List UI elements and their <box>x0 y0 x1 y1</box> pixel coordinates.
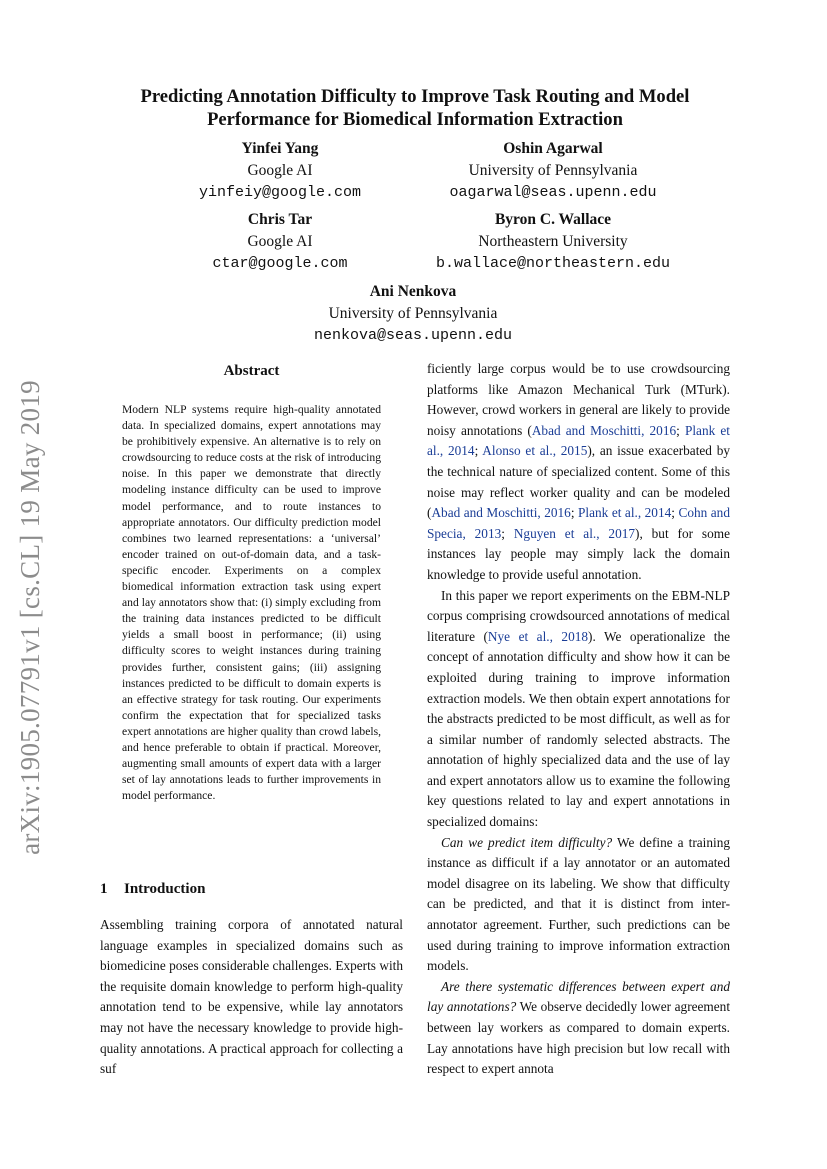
author-name: Ani Nenkova <box>369 283 457 300</box>
paragraph-crowdsourcing <box>427 359 730 586</box>
text-run: We observe decidedly lower agreement between lay workers as compared to domain experts. Lay annotations have high precision but low recall with respect to expert annota <box>427 999 731 1077</box>
author-affiliation: University of Pennsylvania <box>468 162 638 179</box>
text-run: ; <box>474 443 483 459</box>
citation-link[interactable]: Plank et al., 2014 <box>427 422 730 459</box>
citation-link[interactable]: Nguyen et al., 2017 <box>513 525 636 541</box>
author-name: Yinfei Yang <box>241 140 319 157</box>
abstract-body <box>122 402 381 804</box>
text-run: ; <box>671 505 679 521</box>
author-email[interactable]: ctar@google.com <box>212 255 348 272</box>
text-run: ficiently large corpus would be to use crowdsourcing platforms like Amazon Mechanical Turk (MTurk). However, crowd workers in general are likely to provide noisy annotations ( <box>427 361 730 438</box>
right-column <box>427 359 730 1080</box>
author-affiliation: Google AI <box>247 162 313 179</box>
author-email[interactable]: b.wallace@northeastern.edu <box>435 255 671 272</box>
section-title: Introduction <box>124 881 206 897</box>
text-run: We define a training instance as difficult if a lay annotator or an automated model disagree on its labeling. We show that difficulty can be predicted, and that it is distinct from inter-annotator agreement. Further, such predictions can be used during training to improve information extraction models. <box>427 834 730 974</box>
text-run: ), but for some instances lay people may simply lack the domain knowledge to provide useful annotation. <box>427 525 730 582</box>
section-heading-introduction <box>100 881 205 898</box>
text-run: ; <box>676 422 685 438</box>
author-block <box>263 281 563 347</box>
text-run: ; <box>570 505 579 521</box>
arxiv-sidebar-stamp <box>8 355 52 880</box>
text-run: ; <box>501 525 514 541</box>
author-block <box>130 209 430 275</box>
citation-link[interactable]: Abad and Moschitti, 2016 <box>531 422 677 438</box>
author-block <box>403 138 703 204</box>
paragraph-question-difficulty <box>427 833 730 977</box>
author-block <box>403 209 703 275</box>
research-question: Are there systematic differences between expert and lay annotations? <box>427 978 730 1015</box>
title-line-1: Predicting Annotation Difficulty to Improve Task Routing and Model <box>140 86 690 107</box>
author-affiliation: University of Pennsylvania <box>328 305 498 322</box>
arxiv-identifier: arXiv:1905.07791v1 [cs.CL] 19 May 2019 <box>15 380 45 855</box>
author-name: Oshin Agarwal <box>503 140 603 157</box>
author-affiliation: Google AI <box>247 233 313 250</box>
research-question: Can we predict item difficulty? <box>441 834 613 850</box>
paragraph-question-differences <box>427 977 730 1080</box>
abstract-heading: Abstract <box>223 363 280 379</box>
citation-link[interactable]: Abad and Moschitti, 2016 <box>431 505 571 521</box>
citation-link[interactable]: Cohn and Specia, 2013 <box>427 505 730 541</box>
author-affiliation: Northeastern University <box>478 233 628 250</box>
text-run: ), an issue exacerbated by the technical nature of specialized content. Some of this noise may reflect worker quality and can be modeled ( <box>427 443 730 521</box>
section-number: 1 <box>100 881 108 897</box>
citation-link[interactable]: Nye et al., 2018 <box>487 628 589 644</box>
citation-link[interactable]: Plank et al., 2014 <box>578 505 672 521</box>
author-block <box>130 138 430 204</box>
author-email[interactable]: nenkova@seas.upenn.edu <box>313 327 513 344</box>
author-email[interactable]: oagarwal@seas.upenn.edu <box>449 184 657 201</box>
text-run: ). We operationalize the concept of annotation difficulty and show how it can be exploited during training to improve information extraction models. We then obtain expert annotations for the abstracts predicted to be most difficult, as well as for a similar number of randomly selected abstracts. The annotation of highly specialized data and the use of lay and expert annotators allow us to examine the following key questions related to lay and expert annotations in specialized domains: <box>427 628 730 830</box>
paragraph-ebm-nlp <box>427 586 730 833</box>
paper-title <box>90 85 740 131</box>
author-name: Byron C. Wallace <box>494 211 612 228</box>
abstract-text: Modern NLP systems require high-quality annotated data. In specialized domains, expert annotations may be prohibitively expensive. An alternative is to rely on crowdsourcing to reduce costs at the risk of introducing noise. In this paper we demonstrate that directly modeling instance difficulty can be used to improve model performance, and to route instances to appropriate annotators. Our difficulty prediction model combines two learned representations: a ‘universal’ encoder trained on out-of-domain data, and a task-specific encoder. Experiments on a complex biomedical information extraction task using expert and lay annotators show that: (i) simply excluding from the training data instances predicted to be difficult yields a small boost in performance; (ii) using difficulty scores to weight instances during training provides further, consistent gains; (iii) assigning instances predicted to be difficult to domain experts is an effective strategy for task routing. Our experiments confirm the expectation that for specialized tasks expert annotations are higher quality than crowd labels, and hence preferable to obtain if practical. Moreover, augmenting small amounts of expert data with a larger set of lay annotations leads to further improvements in model performance. <box>122 403 381 803</box>
author-email[interactable]: yinfeiy@google.com <box>198 184 362 201</box>
intro-left-column <box>100 915 403 1080</box>
text-run: In this paper we report experiments on the EBM-NLP corpus comprising crowdsourced annotations of medical literature ( <box>427 587 730 644</box>
citation-link[interactable]: Alonso et al., 2015 <box>482 443 588 459</box>
intro-paragraph: Assembling training corpora of annotated natural language examples in specialized domains such as biomedicine poses considerable challenges. Experts with the requisite domain knowledge to perform high-quality annotation tend to be expensive, while lay annotators may not have the necessary knowledge to provide high-quality annotations. A practical approach for collecting a suf <box>100 917 403 1077</box>
author-name: Chris Tar <box>247 211 313 228</box>
title-line-2: Performance for Biomedical Information Extraction <box>207 109 623 130</box>
